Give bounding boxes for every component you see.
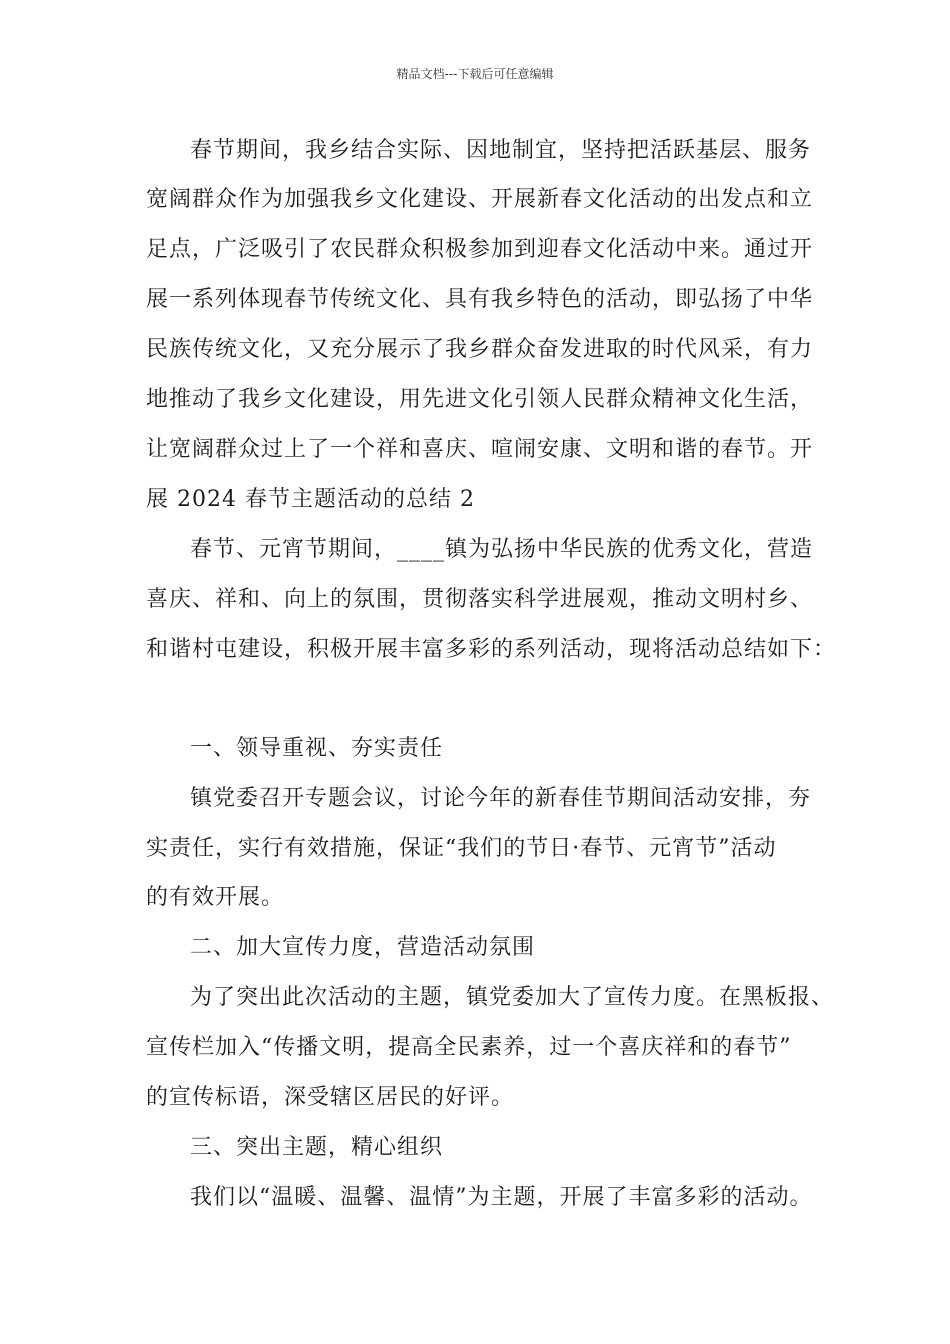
body-line: 春节期间，我乡结合实际、因地制宜，坚持把活跃基层、服务 <box>190 138 812 163</box>
body-line: 为了突出此次活动的主题，镇党委加大了宣传力度。在黑板报、 <box>190 985 835 1010</box>
body-line: 宽阔群众作为加强我乡文化建设、开展新春文化活动的出发点和立 <box>146 187 814 212</box>
body-line: 的宣传标语，深受辖区居民的好评。 <box>146 1085 515 1110</box>
section-heading: 二、加大宣传力度，营造活动氛围 <box>190 935 536 960</box>
body-line: 我们以“温暖、温馨、温情”为主题，开展了丰富多彩的活动。 <box>190 1185 813 1210</box>
body-line: 展一系列体现春节传统文化、具有我乡特色的活动，即弘扬了中华 <box>146 287 814 312</box>
body-line: 镇党委召开专题会议，讨论今年的新春佳节期间活动安排，夯 <box>190 786 812 811</box>
body-line: 民族传统文化，又充分展示了我乡群众奋发进取的时代风采，有力 <box>146 337 814 362</box>
body-line: 宣传栏加入“传播文明，提高全民素养，过一个喜庆祥和的春节” <box>146 1035 792 1060</box>
body-line: 足点，广泛吸引了农民群众积极参加到迎春文化活动中来。通过开 <box>146 237 814 262</box>
body-line: 让宽阔群众过上了一个祥和喜庆、喧闹安康、文明和谐的春节。开 <box>146 437 814 462</box>
body-line: 和谐村屯建设，积极开展丰富多彩的系列活动，现将活动总结如下： <box>146 637 837 662</box>
section-title: 展 2024 春节主题活动的总结 2 <box>146 487 475 512</box>
body-line: 喜庆、祥和、向上的氛围，贯彻落实科学进展观，推动文明村乡、 <box>146 587 814 612</box>
body-line: 地推动了我乡文化建设，用先进文化引领人民群众精神文化生活， <box>146 387 814 412</box>
body-line: 春节、元宵节期间，____镇为弘扬中华民族的优秀文化，营造 <box>190 537 814 562</box>
section-heading: 三、突出主题，精心组织 <box>190 1135 444 1160</box>
section-heading: 一、领导重视、夯实责任 <box>190 736 444 761</box>
body-line: 实责任，实行有效措施，保证“我们的节日·春节、元宵节”活动 <box>146 836 777 861</box>
page-header: 精品文档---下载后可任意编辑 <box>396 67 554 81</box>
body-line: 的有效开展。 <box>146 885 285 910</box>
